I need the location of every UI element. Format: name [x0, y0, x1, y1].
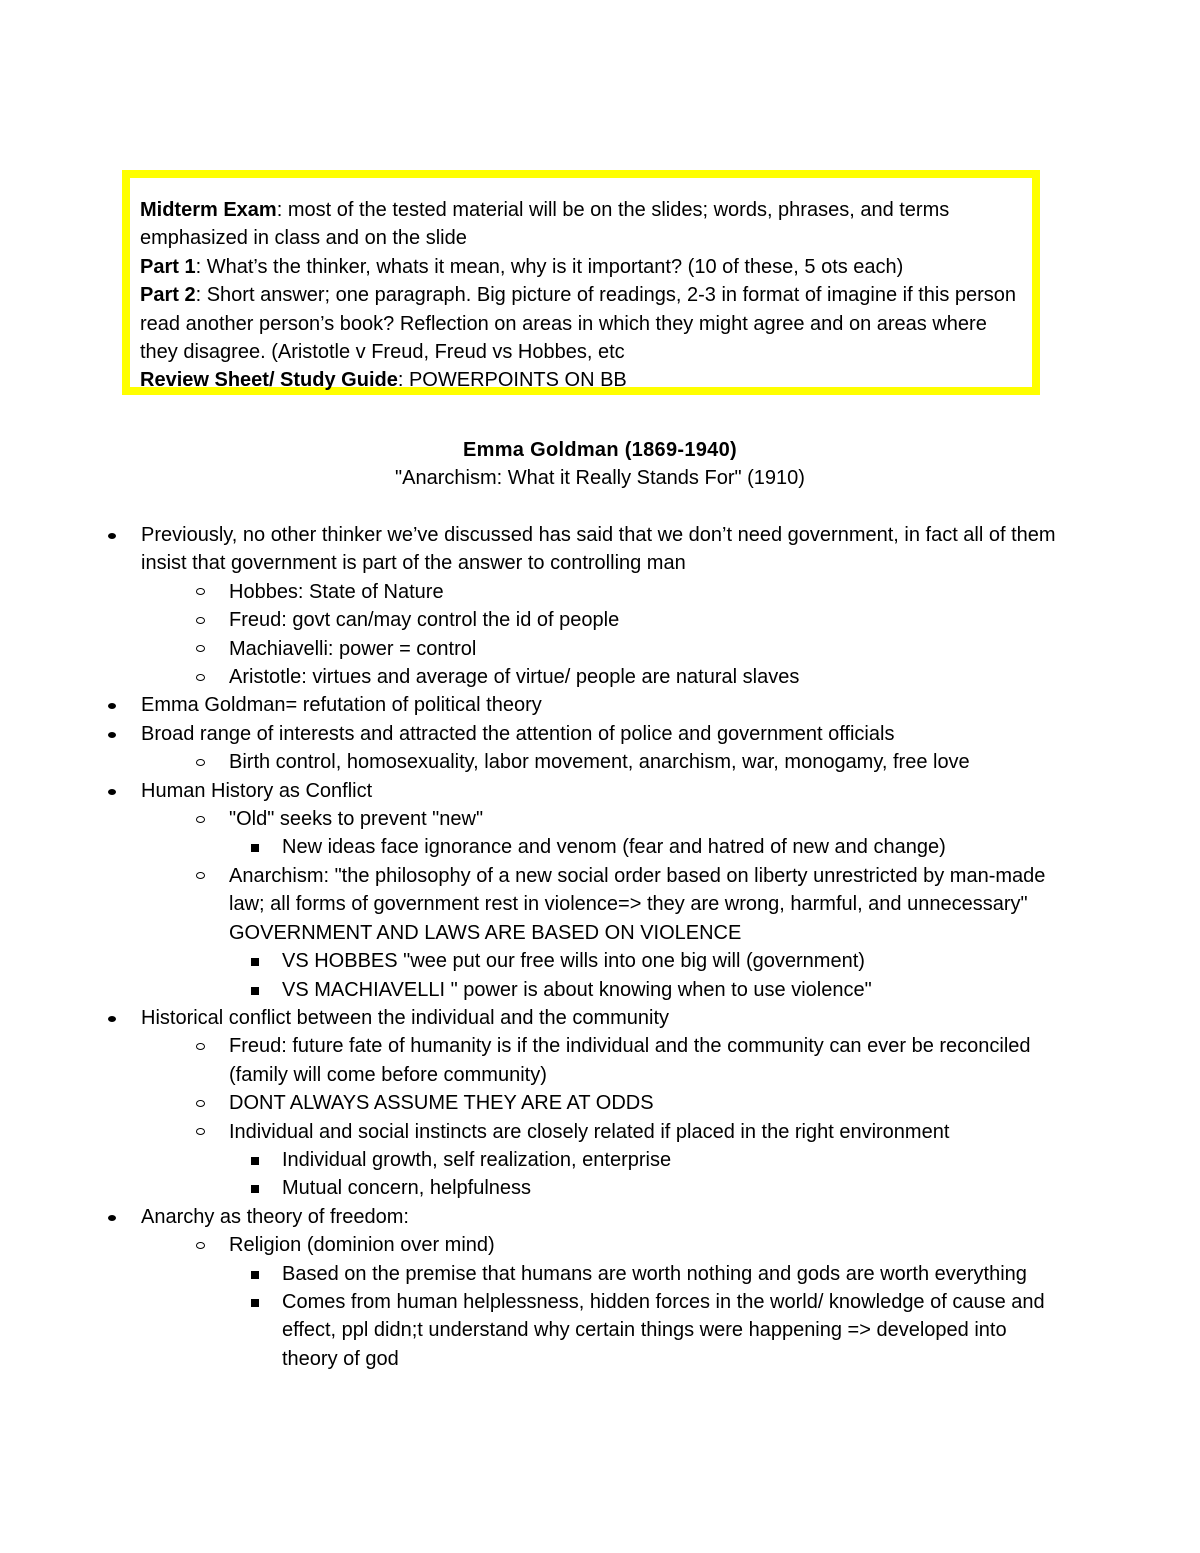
- list-item-text: New ideas face ignorance and venom (fear and hatred of new and change): [282, 836, 946, 859]
- list-item: [0, 1089, 1061, 1117]
- part2-label: Part 2: [140, 284, 196, 307]
- part1-text: : What’s the thinker, whats it mean, why is it important? (10 of these, 5 ots each): [195, 255, 904, 278]
- list-item: [0, 777, 1061, 805]
- list-item: [0, 976, 1052, 1004]
- list-item-text: Based on the premise that humans are worth nothing and gods are worth everything: [282, 1262, 1027, 1285]
- list-item-text: Individual growth, self realization, enterprise: [282, 1148, 672, 1171]
- list-item: [0, 1288, 1052, 1373]
- list-item: [0, 862, 1061, 947]
- midterm-line: [140, 196, 1022, 253]
- part1-label: Part 1: [140, 255, 196, 278]
- list-item-text: Aristotle: virtues and average of virtue/ people are natural slaves: [229, 666, 800, 689]
- list-item-text: Historical conflict between the individual and the community: [141, 1006, 670, 1029]
- list-item-text: Human History as Conflict: [141, 779, 373, 802]
- bullet-square-icon: [251, 1299, 259, 1307]
- list-item-text: Anarchy as theory of freedom:: [141, 1205, 409, 1228]
- part2-text: : Short answer; one paragraph. Big picture of readings, 2-3 in format of imagine if this person read another person’s book? Reflection on areas in which they might agree and on areas where they disagree. (Aristotle v Freud, Freud vs Hobbes, etc: [140, 284, 1017, 364]
- bullet-circle-icon: [196, 617, 205, 624]
- list-item: [0, 1203, 1061, 1231]
- bullet-circle-icon: [196, 759, 205, 766]
- bullet-circle-icon: [196, 1043, 205, 1050]
- bullet-dot-icon: [108, 1215, 116, 1221]
- bullet-circle-icon: [196, 1100, 205, 1107]
- bullet-dot-icon: [108, 789, 116, 795]
- list-item: [0, 805, 1061, 833]
- list-item: [0, 521, 1061, 578]
- list-item: [0, 748, 1061, 776]
- list-item-text: Freud: govt can/may control the id of people: [229, 609, 620, 632]
- list-item: [0, 1231, 1061, 1259]
- bullet-square-icon: [251, 987, 259, 995]
- list-item-text: DONT ALWAYS ASSUME THEY ARE AT ODDS: [229, 1092, 654, 1115]
- bullet-square-icon: [251, 1157, 259, 1165]
- bullet-dot-icon: [108, 533, 116, 539]
- midterm-label: Midterm Exam: [140, 199, 277, 221]
- bullet-square-icon: [251, 1185, 259, 1193]
- list-item-text: Religion (dominion over mind): [229, 1234, 495, 1257]
- list-item-text: Comes from human helplessness, hidden forces in the world/ knowledge of cause and effect, ppl didn;t understand why certain things were happening => developed into theory of god: [282, 1290, 1045, 1370]
- list-item: [0, 691, 1061, 719]
- bullet-dot-icon: [108, 732, 116, 738]
- exam-info-box: [122, 170, 1040, 395]
- list-item-text: Hobbes: State of Nature: [229, 580, 444, 603]
- bullet-circle-icon: [196, 588, 205, 595]
- list-item-text: Anarchism: "the philosophy of a new social order based on liberty unrestricted by man-made law; all forms of government rest in violence=> they are wrong, harmful, and unnecessary" GOVERNMENT AND LAWS ARE BASED ON VIOLENCE: [229, 864, 1046, 944]
- document-subtitle: "Anarchism: What it Really Stands For" (1910): [395, 467, 805, 489]
- list-item-text: Machiavelli: power = control: [229, 637, 477, 660]
- bullet-dot-icon: [108, 1016, 116, 1022]
- bullet-circle-icon: [196, 674, 205, 681]
- list-item-text: Freud: future fate of humanity is if the individual and the community can ever be reconciled (family will come before community): [229, 1035, 1031, 1086]
- list-item-text: Broad range of interests and attracted the attention of police and government officials: [141, 722, 895, 745]
- bullet-circle-icon: [196, 1128, 205, 1135]
- list-item: [0, 1032, 1061, 1089]
- review-text: : POWERPOINTS ON BB: [397, 369, 627, 392]
- part2-line: [140, 281, 1022, 366]
- list-item-text: VS HOBBES "wee put our free wills into one big will (government): [282, 950, 865, 973]
- document-title: Emma Goldman (1869-1940): [463, 439, 737, 461]
- list-item: [0, 578, 1061, 606]
- list-item: [0, 1146, 1052, 1174]
- bullet-circle-icon: [196, 816, 205, 823]
- review-line: [140, 366, 1022, 394]
- bullet-circle-icon: [196, 1242, 205, 1249]
- notes-list: [0, 521, 1200, 1373]
- list-item: [0, 635, 1061, 663]
- list-item-text: Previously, no other thinker we’ve discussed has said that we don’t need government, in fact all of them insist that government is part of the answer to controlling man: [141, 524, 1056, 575]
- bullet-square-icon: [251, 958, 259, 966]
- list-item-text: "Old" seeks to prevent "new": [229, 808, 484, 831]
- bullet-square-icon: [251, 844, 259, 852]
- list-item: [0, 1118, 1061, 1146]
- list-item-text: Birth control, homosexuality, labor movement, anarchism, war, monogamy, free love: [229, 751, 970, 774]
- bullet-circle-icon: [196, 872, 205, 879]
- part1-line: [140, 253, 1022, 281]
- bullet-square-icon: [251, 1271, 259, 1279]
- midterm-text: : most of the tested material will be on the slides; words, phrases, and terms emphasized in class and on the slide: [140, 199, 950, 250]
- list-item: [0, 947, 1052, 975]
- list-item: [0, 1174, 1052, 1202]
- review-label: Review Sheet/ Study Guide: [140, 369, 398, 392]
- bullet-circle-icon: [196, 645, 205, 652]
- bullet-dot-icon: [108, 703, 116, 709]
- list-item: [0, 1260, 1052, 1288]
- list-item: [0, 606, 1061, 634]
- list-item: [0, 833, 1052, 861]
- list-item: [0, 1004, 1061, 1032]
- list-item: [0, 663, 1061, 691]
- list-item-text: Mutual concern, helpfulness: [282, 1177, 532, 1200]
- list-item: [0, 720, 1061, 748]
- list-item-text: Emma Goldman= refutation of political theory: [141, 694, 542, 717]
- list-item-text: VS MACHIAVELLI " power is about knowing when to use violence": [282, 978, 872, 1001]
- list-item-text: Individual and social instincts are closely related if placed in the right environment: [229, 1120, 950, 1143]
